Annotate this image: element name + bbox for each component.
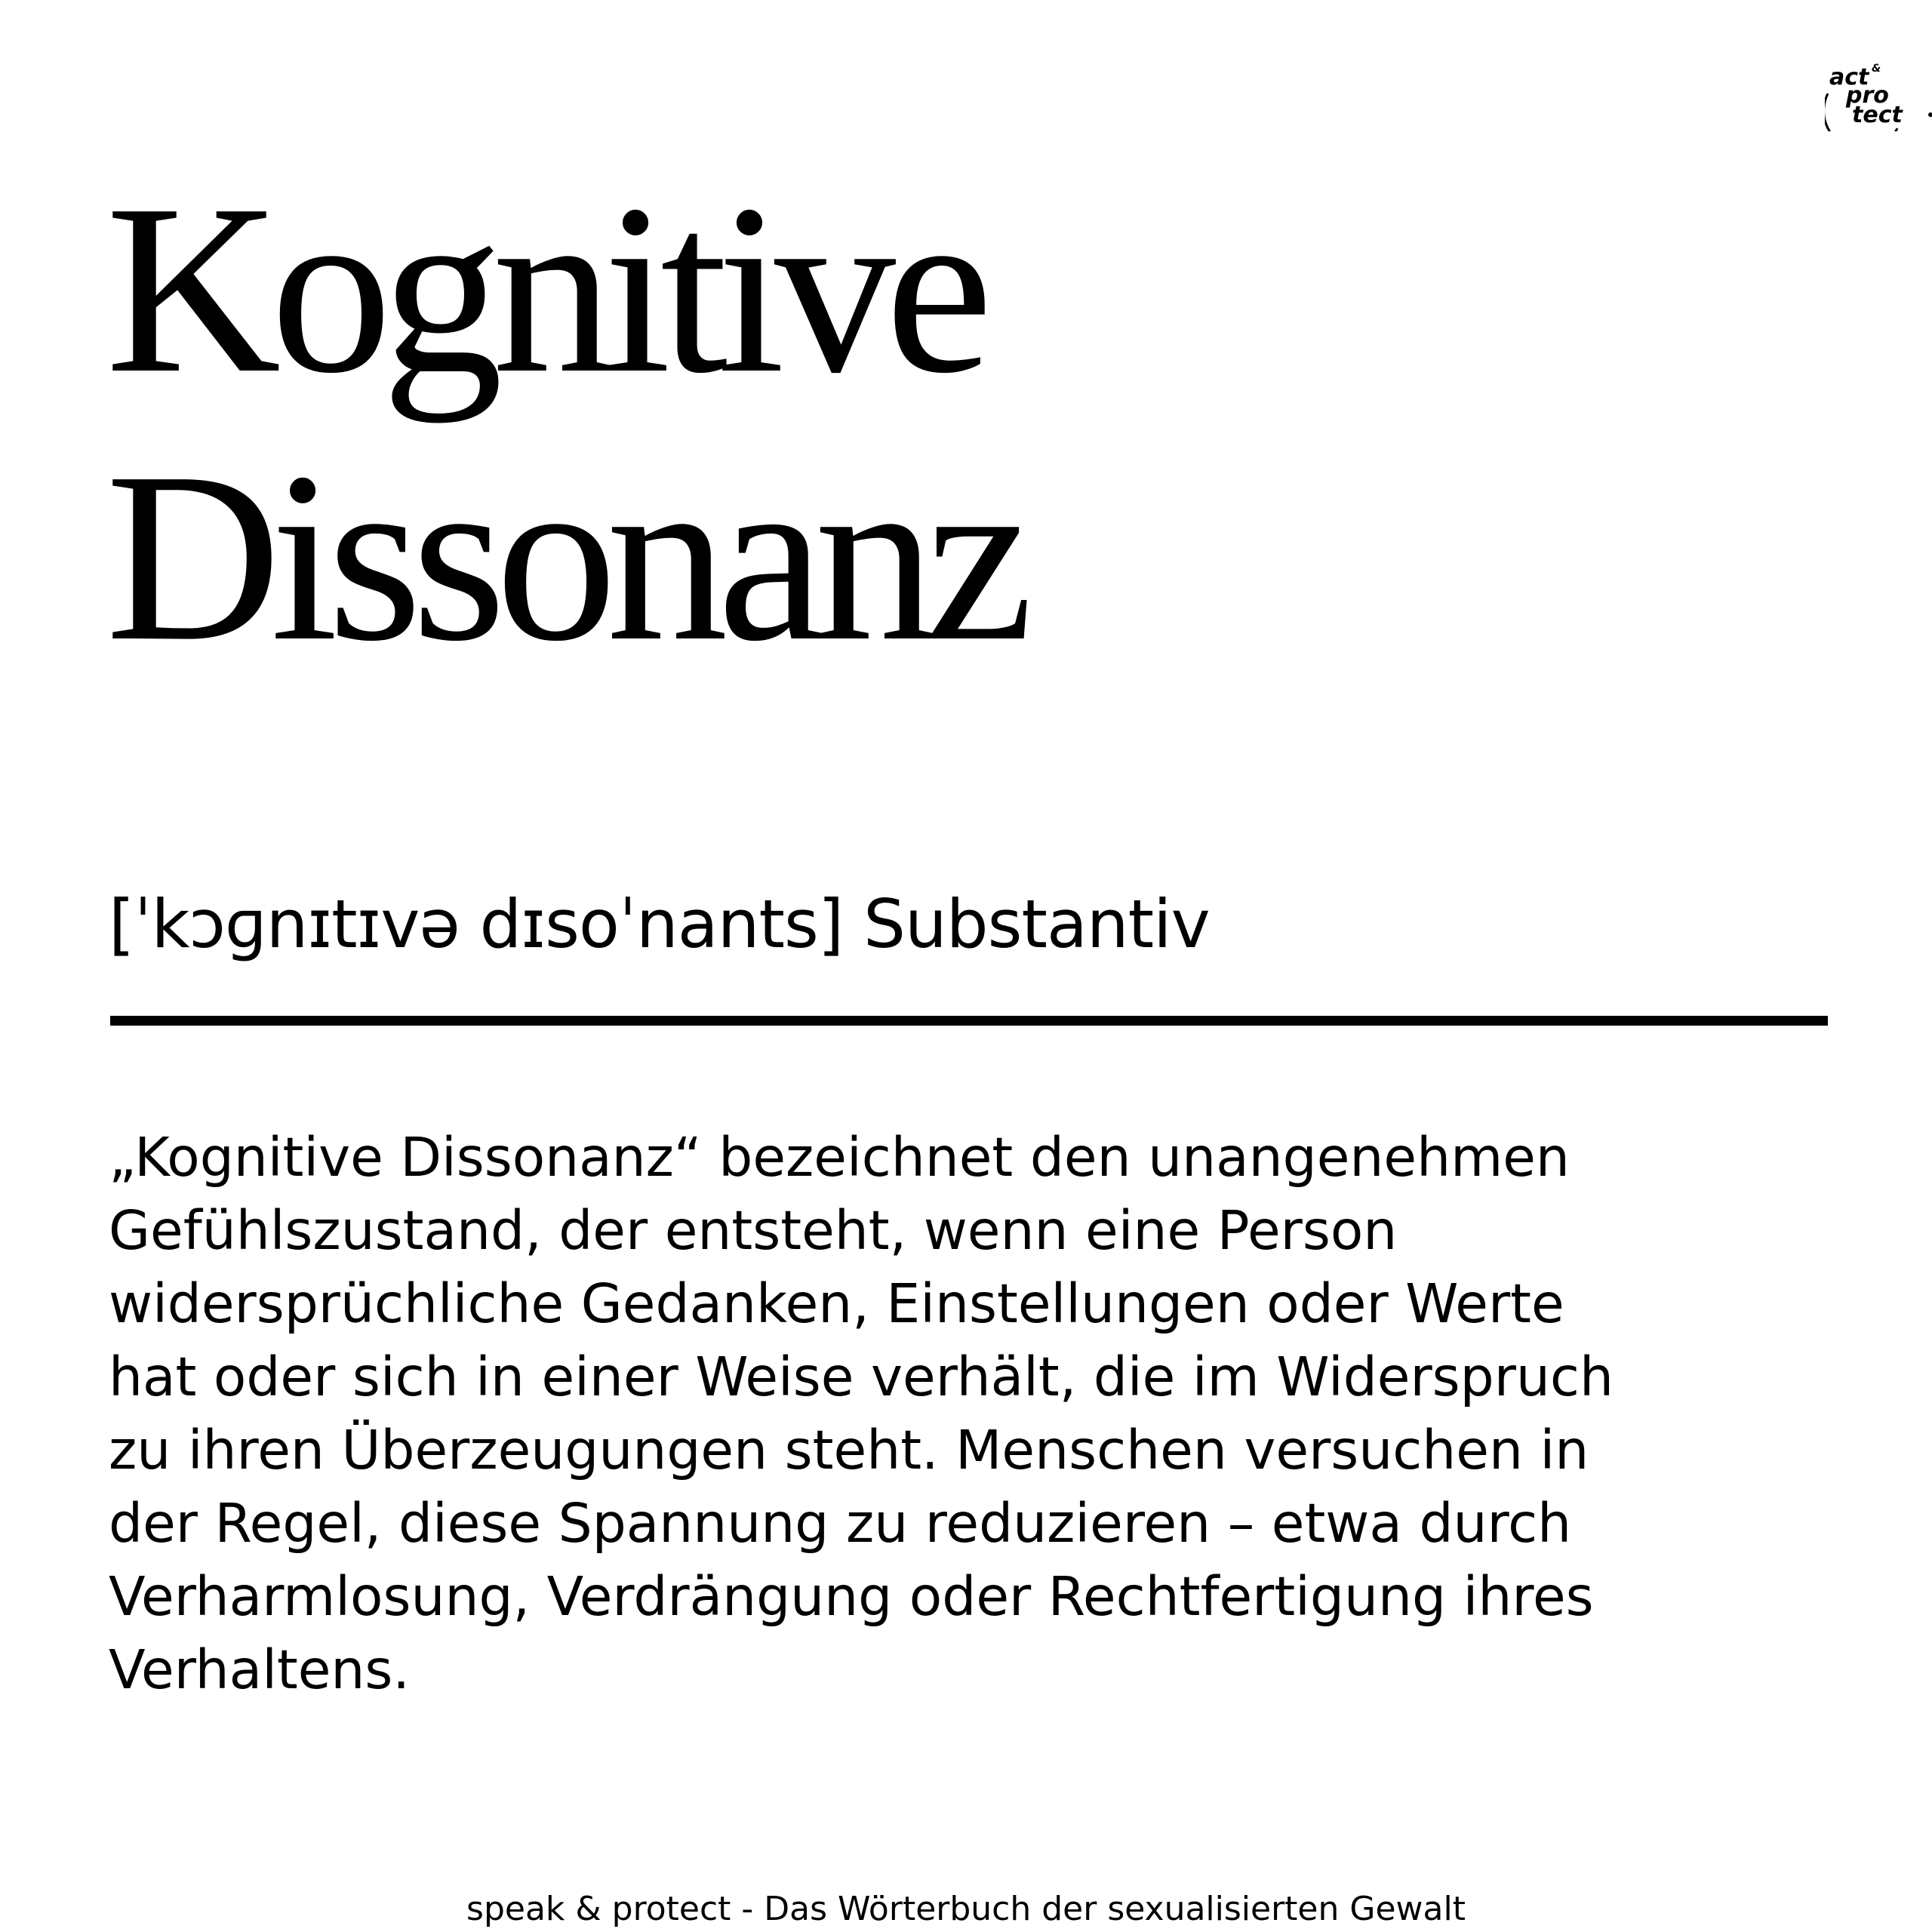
footer-caption: speak & protect - Das Wörterbuch der sexualisierten Gewalt xyxy=(466,1890,1466,1928)
logo-text-tect: tect xyxy=(1852,102,1903,128)
divider xyxy=(110,1016,1828,1026)
term-title-line-2: Dissonanz xyxy=(106,422,1023,691)
logo-text-pro: pro xyxy=(1846,82,1889,109)
term-title xyxy=(106,155,1023,691)
definition-line: hat oder sich in einer Weise verhält, die im Widerspruch xyxy=(109,1346,1614,1408)
definition-line: Verharmlosung, Verdrängung oder Rechtfertigung ihres xyxy=(109,1565,1594,1628)
logo-text-act: act xyxy=(1829,64,1869,91)
definition-line: Verhaltens. xyxy=(109,1638,410,1701)
definition-line: widersprüchliche Gedanken, Einstellungen oder Werte xyxy=(109,1272,1564,1335)
logo-text-amp: & xyxy=(1872,63,1881,75)
term-title-line-1: Kognitive xyxy=(106,154,983,423)
definition-line: zu ihren Überzeugungen steht. Menschen versuchen in xyxy=(109,1419,1589,1481)
definition-line: der Regel, diese Spannung zu reduzieren – etwa durch xyxy=(109,1492,1572,1555)
definition-line: Gefühlszustand, der entsteht, wenn eine Person xyxy=(109,1199,1398,1262)
brand-logo xyxy=(1825,63,1932,131)
pronunciation-and-word-class: [ˈkɔɡnɪtɪvə dɪsoˈnants] Substantiv xyxy=(109,885,1210,963)
definition-line: „Kognitive Dissonanz“ bezeichnet den unangenehmen xyxy=(109,1126,1570,1189)
definition-text xyxy=(109,1121,1844,1706)
